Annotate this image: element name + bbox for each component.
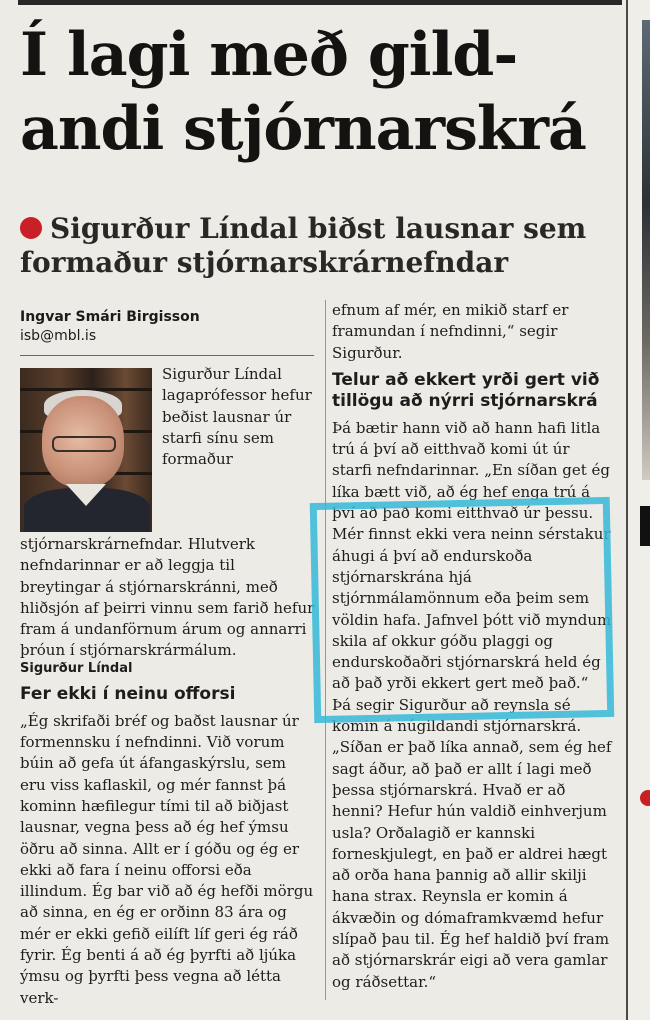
byline-divider: [20, 355, 314, 356]
marker-highlight-box: [310, 497, 615, 723]
intro-paragraph: Sigurður Líndal lagaprófessor hefur beðist lausnar úr starfi sínu sem formaður stjórnarskrárnefndar. Hlutverk nefndarinnar er að leggja til breytingar á stjórnarskránni, með hliðsjón af þeirri vinnu sem farið hefur fram á undanförnum árum og annarri þróun í stjórnarskrármálum.: [20, 365, 315, 660]
section-heading-1: Fer ekki í neinu offorsi: [20, 683, 236, 704]
photo-caption: Sigurður Líndal: [20, 660, 133, 676]
adjacent-article-edge: [626, 0, 650, 1020]
body-paragraph-1: „Ég skrifaði bréf og baðst lausnar úr formennsku í nefndinni. Við vorum búin að gefa út áfangaskýrslu, sem eru viss kaflaskil, og mér fannst þá kominn hæfilegur tími til að biðjast lausnar, vegna þess að ég hef ýmsu öðru að sinna. Allt er í góðu og ég er ekki að fara í neinu offorsi eða illindum. Ég bar við að ég hefði mörgu að sinna, en ég er orðinn 83 ára og mér er ekki gefið eilíft líf geri ég ráð fyrir. Ég benti á að ég þyrfti að ljúka ýmsu og þyrfti þess vegna að létta verk-: [20, 711, 314, 1007]
body-paragraph-2: Þá bætir hann við að hann hafi litla trú á því að eitthvað komi út úr starfi nefndarinnar. „En síðan get ég líka bætt við, að ég hef enga trú á því að það komi eitthvað úr þessu. Mér finnst ekki vera neinn sérstakur áhugi á því að endurskoða stjórnarskrána hjá stjórnmálamönnum eða þeim sem völdin hafa. Jafnvel þótt við myndum skila af okkur góðu plaggi og endurskoðaðri stjórnarskrá held ég að það yrði ekkert gert með það.“: [332, 418, 612, 693]
subheadline-text: Sigurður Líndal biðst lausnar sem formaður stjórnarskrárnefndar: [20, 212, 587, 279]
author-name: Ingvar Smári Birgisson: [20, 309, 200, 325]
author-email: isb@mbl.is: [20, 328, 97, 344]
portrait-photo: [20, 368, 152, 532]
article-column-1: [20, 364, 316, 1009]
subheadline: [20, 212, 620, 280]
continuation-paragraph: efnum af mér, en mikið starf er framundan í nefndinni,“ segir Sigurður.: [332, 301, 569, 362]
section-heading-2: Telur að ekkert yrði gert við tillögu að nýrri stjórnarskrá: [332, 369, 600, 411]
top-rule: [18, 0, 622, 5]
body-paragraph-3: Þá segir Sigurður að reynsla sé komin á núgildandi stjórnarskrá. „Síðan er það líka annað, sem ég hef sagt áður, að það er allt í lagi með þessa stjórnarskrá. Hvað er að henni? Hefur hún valdið einhverjum usla? Orðalagið er kannski forneskjulegt, en það er aldrei hægt að orða hana þannig að allir skilji hana strax. Reynsla er komin á ákvæðin og dómaframkvæmd hefur slípað þau til. Ég hef haldið því fram að stjórnarskrár eigi að vera gamlar og ráðsettar.“: [332, 695, 612, 991]
byline: [20, 308, 320, 346]
red-bullet-icon: [20, 217, 42, 239]
headline: Í lagi með gild-andi stjórnarskrá: [20, 20, 586, 164]
